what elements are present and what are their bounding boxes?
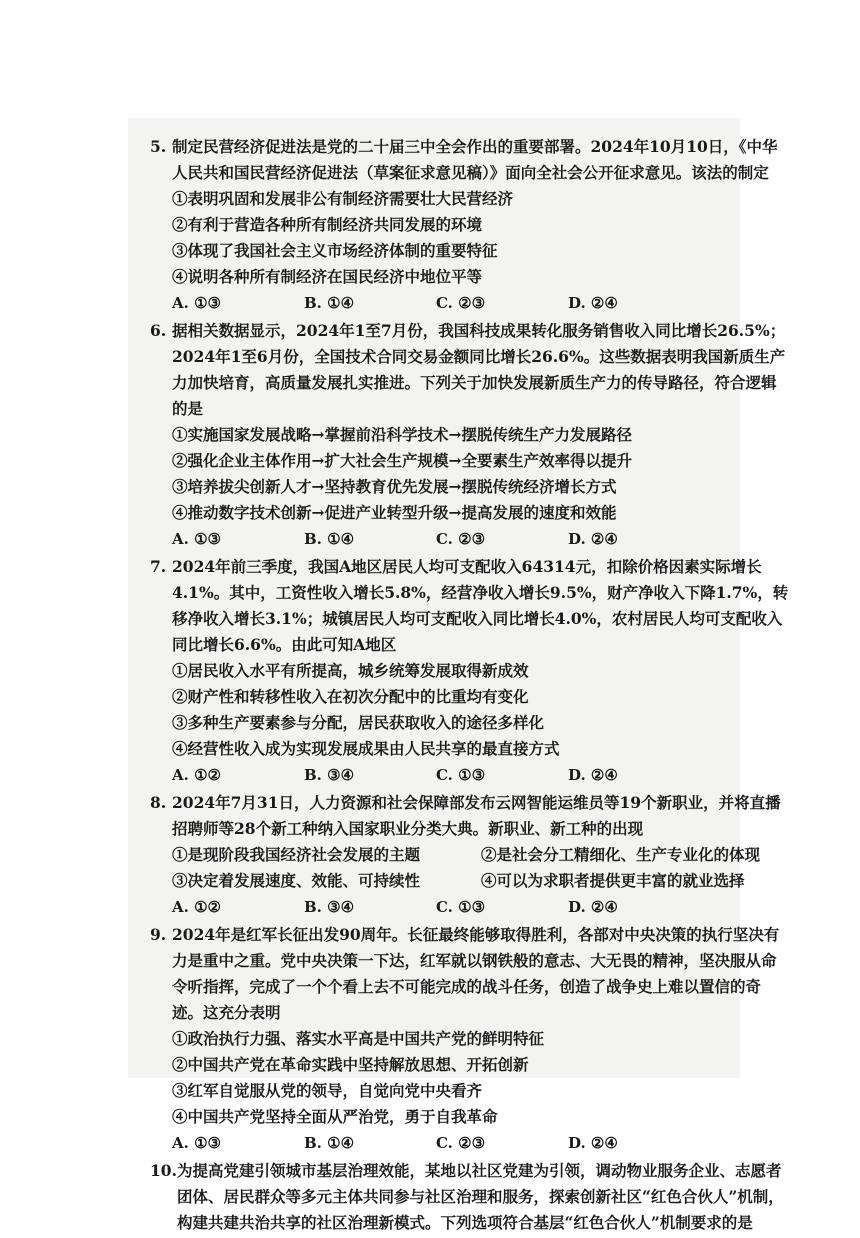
question-6	[150, 318, 790, 552]
question-stem	[150, 922, 790, 1026]
question-stem	[150, 318, 790, 422]
option-item: ①实施国家发展战略→掌握前沿科学技术→摆脱传统生产力发展路径	[172, 425, 632, 444]
exam-page	[150, 134, 790, 1238]
option-item: ①居民收入水平有所提高，城乡统筹发展取得新成效	[172, 661, 529, 680]
answer-choice-a: A. ①②	[172, 766, 221, 784]
question-number: 6.	[150, 321, 167, 340]
question-stem	[150, 554, 790, 658]
question-9	[150, 922, 790, 1156]
question-10	[150, 1158, 790, 1236]
question-text: 2024年是红军长征出发90周年。长征最终能够取得胜利，各部对中央决策的执行坚决有力是重中之重。党中央决策一下达，红军就以钢铁般的意志、大无畏的精神，坚决服从命令听指挥，完成了一个个看上去不可能完成的战斗任务，创造了战争史上难以置信的奇迹。这充分表明	[172, 925, 780, 1022]
option-item: ①政治执行力强、落实水平高是中国共产党的鲜明特征	[172, 1029, 545, 1048]
answer-choice-d: D. ②④	[568, 294, 618, 312]
option-item: ④经营性收入成为实现发展成果由人民共享的最直接方式	[172, 739, 560, 758]
answer-choices	[150, 762, 790, 788]
answer-choice-d: D. ②④	[568, 530, 618, 548]
question-text: 2024年7月31日，人力资源和社会保障部发布云网智能运维员等19个新职业，并将直播招聘师等28个新工种纳入国家职业分类大典。新职业、新工种的出现	[172, 793, 781, 838]
question-text: 2024年前三季度，我国A地区居民人均可支配收入64314元，扣除价格因素实际增长4.1%。其中，工资性收入增长5.8%，经营净收入增长9.5%，财产净收入下降1.7%，转移净收入增长3.1%；城镇居民人均可支配收入同比增长4.0%，农村居民人均可支配收入同比增长6.6%。由此可知A地区	[172, 557, 789, 654]
option-row	[150, 868, 790, 894]
option-item: ③多种生产要素参与分配，居民获取收入的途径多样化	[172, 713, 545, 732]
answer-choice-d: D. ②④	[568, 1134, 618, 1152]
option-item: ④可以为求职者提供更丰富的就业选择	[481, 871, 745, 890]
question-7	[150, 554, 790, 788]
question-number: 10.	[150, 1161, 177, 1180]
option-item: ④推动数字技术创新→促进产业转型升级→提高发展的速度和效能	[172, 503, 617, 522]
answer-choices	[150, 894, 790, 920]
question-stem	[150, 134, 790, 186]
answer-choice-b: B. ③④	[304, 898, 355, 916]
question-5	[150, 134, 790, 316]
option-item: ①是现阶段我国经济社会发展的主题	[172, 845, 421, 864]
option-item: ③体现了我国社会主义市场经济体制的重要特征	[172, 241, 498, 260]
answer-choice-c: C. ①③	[436, 766, 486, 784]
option-row	[150, 842, 790, 868]
question-text: 为提高党建引领城市基层治理效能，某地以社区党建为引领，调动物业服务企业、志愿者团体、居民群众等多元主体共同参与社区治理和服务，探索创新社区“红色合伙人”机制，构建共建共治共享的社区治理新模式。下列选项符合基层“红色合伙人”机制要求的是	[176, 1161, 784, 1232]
question-number: 9.	[150, 925, 167, 944]
answer-choice-d: D. ②④	[568, 766, 618, 784]
option-item: ②强化企业主体作用→扩大社会生产规模→全要素生产效率得以提升	[172, 451, 632, 470]
answer-choice-d: D. ②④	[568, 898, 618, 916]
option-item: ④中国共产党坚持全面从严治党，勇于自我革命	[172, 1107, 498, 1126]
option-item: ①表明巩固和发展非公有制经济需要壮大民营经济	[172, 189, 514, 208]
question-number: 7.	[150, 557, 167, 576]
option-item: ④说明各种所有制经济在国民经济中地位平等	[172, 267, 483, 286]
option-item: ②中国共产党在革命实践中坚持解放思想、开拓创新	[172, 1055, 529, 1074]
question-text: 制定民营经济促进法是党的二十届三中全会作出的重要部署。2024年10月10日，《中华人民共和国民营经济促进法（草案征求意见稿）》面向全社会公开征求意见。该法的制定	[172, 137, 778, 182]
option-item: ③红军自觉服从党的领导，自觉向党中央看齐	[172, 1081, 483, 1100]
option-item: ③培养拔尖创新人才→坚持教育优先发展→摆脱传统经济增长方式	[172, 477, 617, 496]
question-number: 8.	[150, 793, 167, 812]
answer-choices	[150, 1130, 790, 1156]
answer-choice-b: B. ①④	[304, 530, 355, 548]
answer-choice-a: A. ①③	[172, 1134, 221, 1152]
question-stem	[150, 1158, 790, 1236]
question-text: 据相关数据显示，2024年1至7月份，我国科技成果转化服务销售收入同比增长26.5%；2024年1至6月份，全国技术合同交易金额同比增长26.6%。这些数据表明我国新质生产力加快培育，高质量发展扎实推进。下列关于加快发展新质生产力的传导路径，符合逻辑的是	[172, 321, 786, 418]
answer-choice-c: C. ②③	[436, 1134, 486, 1152]
answer-choices	[150, 290, 790, 316]
answer-choices	[150, 526, 790, 552]
answer-choice-c: C. ②③	[436, 530, 486, 548]
answer-choice-b: B. ③④	[304, 766, 355, 784]
answer-choice-c: C. ①③	[436, 898, 486, 916]
question-number: 5.	[150, 137, 167, 156]
option-item: ③决定着发展速度、效能、可持续性	[172, 871, 421, 890]
answer-choice-b: B. ①④	[304, 1134, 355, 1152]
answer-choice-b: B. ①④	[304, 294, 355, 312]
question-8	[150, 790, 790, 920]
answer-choice-a: A. ①③	[172, 530, 221, 548]
option-item: ②有利于营造各种所有制经济共同发展的环境	[172, 215, 483, 234]
answer-choice-c: C. ②③	[436, 294, 486, 312]
question-stem	[150, 790, 790, 842]
answer-choice-a: A. ①②	[172, 898, 221, 916]
answer-choice-a: A. ①③	[172, 294, 221, 312]
option-item: ②是社会分工精细化、生产专业化的体现	[481, 845, 761, 864]
option-item: ②财产性和转移性收入在初次分配中的比重均有变化	[172, 687, 529, 706]
